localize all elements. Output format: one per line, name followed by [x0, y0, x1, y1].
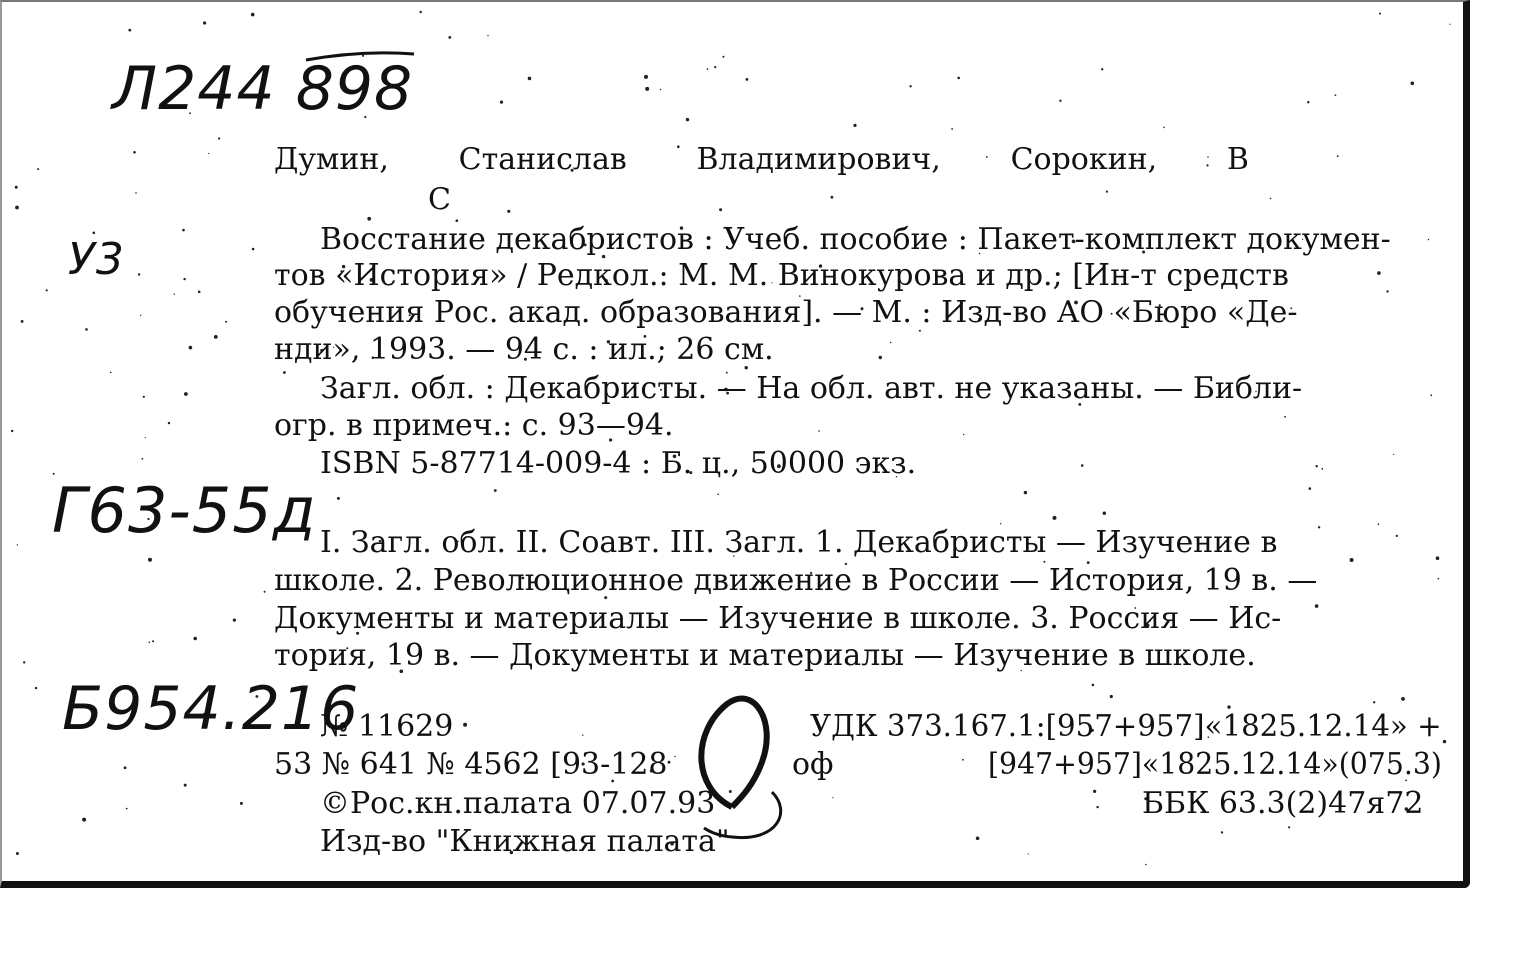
- speckle-dot: [252, 248, 255, 251]
- speckle-dot: [668, 761, 671, 764]
- speckle-dot: [138, 273, 140, 275]
- subject-line: тория, 19 в. — Документы и материалы — Изучение в школе.: [274, 638, 1256, 673]
- speckle-dot: [124, 766, 127, 769]
- speckle-dot: [1145, 864, 1147, 866]
- bbk-line: ББК 63.3(2)47я72: [1142, 786, 1424, 821]
- publisher-line: Изд-во "Книжная палата": [320, 824, 730, 859]
- speckle-dot: [1386, 290, 1388, 292]
- speckle-dot: [831, 196, 834, 199]
- speckle-dot: [717, 494, 719, 496]
- speckle-dot: [1059, 100, 1061, 102]
- speckle-dot: [1318, 526, 1320, 528]
- speckle-dot: [963, 434, 964, 435]
- speckle-dot: [251, 13, 255, 17]
- speckle-dot: [1221, 831, 1223, 833]
- speckle-dot: [1350, 558, 1354, 562]
- speckle-dot: [1377, 271, 1381, 275]
- author-word: Сорокин,: [1010, 142, 1158, 177]
- author-word: Думин,: [274, 142, 389, 177]
- format-code: оф: [792, 747, 834, 782]
- author-word: Станислав: [458, 142, 627, 177]
- speckle-dot: [1053, 516, 1057, 520]
- speckle-dot: [1163, 127, 1165, 129]
- description-line: нди», 1993. — 94 с. : ил.; 26 см.: [274, 332, 774, 367]
- speckle-dot: [528, 77, 532, 81]
- author-word: В: [1226, 142, 1249, 177]
- speckle-dot: [17, 544, 18, 545]
- speckle-dot: [494, 489, 497, 492]
- speckle-dot: [420, 11, 422, 13]
- speckle-dot: [264, 591, 266, 593]
- speckle-dot: [1101, 68, 1103, 70]
- speckle-dot: [1438, 578, 1440, 580]
- speckle-dot: [11, 430, 13, 432]
- speckle-dot: [1024, 491, 1027, 494]
- speckle-dot: [1396, 535, 1398, 537]
- speckle-dot: [500, 101, 503, 104]
- speckle-dot: [233, 619, 236, 622]
- isbn-line: ISBN 5-87714-009-4 : Б. ц., 50000 экз.: [320, 446, 917, 481]
- speckle-dot: [890, 342, 891, 343]
- handwritten-overline: [302, 46, 422, 66]
- speckle-dot: [1110, 695, 1113, 698]
- speckle-dot: [168, 422, 170, 424]
- speckle-dot: [198, 291, 201, 294]
- speckle-dot: [1411, 82, 1415, 86]
- description-line: тов «История» / Редкол.: М. М. Винокурова и др.; [Ин-т средств: [274, 258, 1289, 293]
- description-line: Восстание декабристов : Учеб. пособие : Пакет-комплект докумен-: [320, 222, 1391, 257]
- speckle-dot: [208, 153, 209, 154]
- speckle-dot: [183, 278, 185, 280]
- speckle-dot: [660, 89, 661, 90]
- speckle-dot: [82, 818, 86, 822]
- speckle-dot: [189, 346, 193, 350]
- speckle-dot: [818, 430, 820, 432]
- speckle-dot: [1307, 101, 1309, 103]
- speckle-dot: [1378, 523, 1380, 525]
- description-line: обучения Рос. акад. образования]. — М. : Изд-во АО «Бюро «Де-: [274, 295, 1298, 330]
- speckle-dot: [1284, 416, 1286, 418]
- speckle-dot: [203, 21, 206, 24]
- speckle-dot: [1337, 155, 1339, 157]
- speckle-dot: [152, 640, 154, 642]
- speckle-dot: [225, 321, 227, 323]
- speckle-dot: [1443, 740, 1446, 743]
- speckle-dot: [957, 77, 960, 80]
- speckle-dot: [1028, 853, 1029, 854]
- speckle-dot: [218, 137, 220, 139]
- udk-line-2: [947+957]«1825.12.14»(075.3): [988, 747, 1442, 782]
- speckle-dot: [1428, 239, 1429, 240]
- handwritten-mid-number: Г63-55д: [52, 474, 317, 547]
- speckle-dot: [962, 759, 964, 761]
- speckle-dot: [746, 78, 749, 81]
- speckle-dot: [1379, 13, 1381, 15]
- speckle-dot: [1103, 512, 1106, 515]
- subject-line: Документы и материалы — Изучение в школе. 3. Россия — Ис-: [274, 601, 1282, 636]
- speckle-dot: [951, 128, 953, 130]
- speckle-dot: [143, 396, 145, 398]
- speckle-dot: [1288, 826, 1290, 828]
- speckle-dot: [128, 29, 131, 32]
- speckle-dot: [644, 75, 648, 79]
- speckle-dot: [193, 637, 197, 641]
- udk-line-1: УДК 373.167.1:[957+957]«1825.12.14» +: [810, 709, 1442, 744]
- speckle-dot: [879, 356, 882, 359]
- speckle-dot: [1373, 701, 1375, 703]
- handwritten-left-code: У3: [68, 234, 125, 285]
- speckle-dot: [507, 210, 510, 213]
- speckle-dot: [1393, 454, 1394, 455]
- control-numbers: 53 № 641 № 4562 [93-128: [274, 747, 668, 782]
- speckle-dot: [110, 372, 112, 374]
- speckle-dot: [1315, 604, 1319, 608]
- speckle-dot: [487, 35, 488, 36]
- speckle-dot: [141, 458, 143, 460]
- speckle-dot: [674, 756, 675, 757]
- hand-drawn-loop-mark: [682, 692, 802, 852]
- speckle-dot: [1093, 790, 1096, 793]
- speckle-dot: [149, 641, 151, 643]
- speckle-dot: [853, 124, 856, 127]
- speckle-dot: [1270, 198, 1272, 200]
- speckle-dot: [1436, 556, 1440, 560]
- speckle-dot: [184, 784, 187, 787]
- speckle-dot: [126, 808, 128, 810]
- speckle-dot: [133, 151, 136, 154]
- notes-line: огр. в примеч.: с. 93—94.: [274, 408, 674, 443]
- speckle-dot: [21, 320, 24, 323]
- speckle-dot: [1321, 468, 1323, 470]
- author-line: [274, 142, 1249, 178]
- handwritten-top-number: Л244 898: [112, 54, 414, 124]
- speckle-dot: [148, 558, 152, 562]
- speckle-dot: [367, 217, 371, 221]
- speckle-dot: [174, 294, 175, 295]
- speckle-dot: [15, 206, 19, 210]
- speckle-dot: [1106, 191, 1108, 193]
- subject-line: школе. 2. Революционное движение в России — История, 19 в. —: [274, 563, 1318, 598]
- speckle-dot: [1316, 465, 1318, 467]
- speckle-dot: [719, 208, 722, 211]
- speckle-dot: [1096, 806, 1098, 808]
- speckle-dot: [1401, 697, 1405, 701]
- speckle-dot: [1092, 684, 1095, 687]
- speckle-dot: [16, 852, 19, 855]
- speckle-dot: [1081, 464, 1084, 467]
- speckle-dot: [582, 735, 583, 736]
- speckle-dot: [1335, 94, 1337, 96]
- author-word: Владимирович,: [696, 142, 941, 177]
- speckle-dot: [722, 56, 724, 58]
- speckle-dot: [463, 723, 467, 727]
- speckle-dot: [46, 289, 48, 291]
- speckle-dot: [145, 437, 146, 438]
- speckle-dot: [140, 315, 141, 316]
- speckle-dot: [714, 66, 716, 68]
- speckle-dot: [707, 68, 709, 70]
- author-initial: С: [428, 182, 451, 217]
- speckle-dot: [976, 837, 980, 841]
- speckle-dot: [37, 168, 39, 170]
- speckle-dot: [35, 687, 37, 689]
- speckle-dot: [337, 497, 340, 500]
- speckle-dot: [23, 661, 25, 663]
- handwritten-bottom-number: Б954.216: [62, 674, 360, 744]
- speckle-dot: [214, 335, 218, 339]
- speckle-dot: [448, 36, 451, 39]
- notes-line: Загл. обл. : Декабристы. — На обл. авт. не указаны. — Библи-: [320, 371, 1303, 406]
- subject-line: I. Загл. обл. II. Соавт. III. Загл. 1. Декабристы — Изучение в: [320, 525, 1278, 560]
- speckle-dot: [135, 192, 137, 194]
- record-number: № 11629: [320, 709, 454, 744]
- speckle-dot: [184, 392, 188, 396]
- speckle-dot: [283, 371, 286, 374]
- speckle-dot: [1309, 487, 1312, 490]
- speckle-dot: [1449, 24, 1450, 25]
- speckle-dot: [686, 118, 689, 121]
- speckle-dot: [240, 802, 243, 805]
- speckle-dot: [182, 229, 185, 232]
- speckle-dot: [832, 797, 833, 798]
- speckle-dot: [85, 328, 88, 331]
- speckle-dot: [645, 87, 649, 91]
- speckle-dot: [15, 186, 18, 189]
- copyright-line: ©Рос.кн.палата 07.07.93: [320, 786, 716, 821]
- speckle-dot: [1430, 394, 1432, 396]
- speckle-dot: [909, 85, 911, 87]
